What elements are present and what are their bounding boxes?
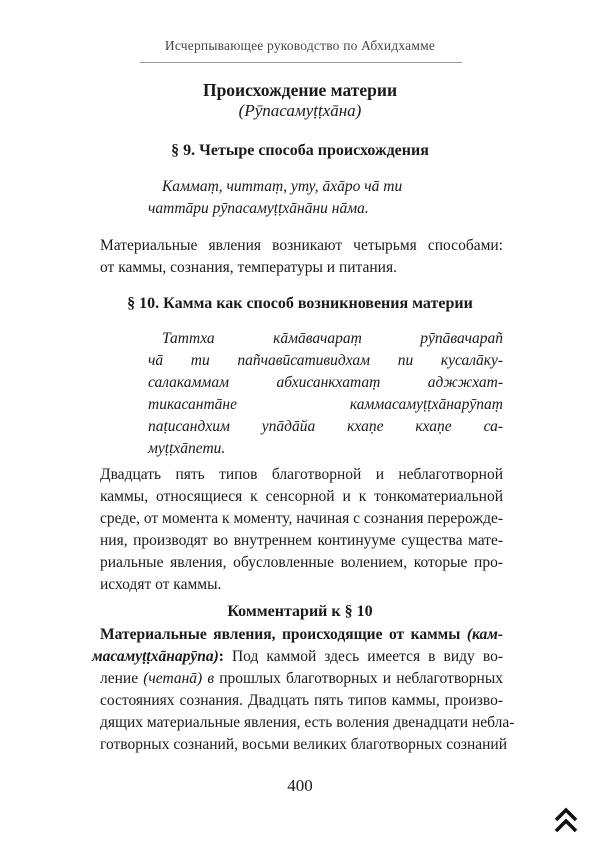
text-span: Материальные явления возникают четырьмя способами:	[100, 237, 503, 254]
pali-line: тикасантāне каммасамуṭṭхāнарӯпаṃ	[148, 396, 503, 413]
s10-pali	[148, 328, 503, 460]
text-line: каммы, относящиеся к сенсорной и к тонкоматериальной	[100, 488, 503, 505]
pali-line: салакаммам абхисанкхатаṃ аджжхат-	[148, 374, 503, 391]
text-line: Двадцать пять типов благотворной и неблаготворной	[100, 466, 503, 483]
text-line: готворных сознаний, восьми великих благотворных сознаний	[100, 736, 508, 753]
s9-paragraph	[100, 235, 503, 279]
text-line: ния, производят во внутреннем континууме существа мате-	[100, 532, 503, 549]
pali-line: муṭṭхāпети.	[148, 440, 226, 457]
s10-heading: § 10. Камма как способ возникновения материи	[127, 295, 473, 312]
colon: :	[218, 648, 224, 665]
text-line: риальные явления, обусловленные волением, которые про-	[100, 554, 503, 571]
text-line	[100, 624, 503, 646]
text-line	[100, 668, 503, 690]
double-chevron-up-icon[interactable]	[553, 806, 579, 834]
pali-term: (четанā) в	[143, 670, 215, 687]
pali-line: Таттха кāмāвачараṃ рӯпāвачараñ	[162, 330, 503, 347]
page-number: 400	[287, 776, 313, 795]
text-line: состояниях сознания. Двадцать пять типов каммы, произво-	[100, 692, 503, 709]
text-span: ление	[100, 670, 144, 687]
text-line: среде, от момента к моменту, начиная с сознания перерожде-	[100, 510, 503, 527]
comment-heading: Комментарий к § 10	[227, 603, 373, 620]
section-title: Происхождение материи	[202, 80, 398, 100]
pali-line: Каммаṃ, читтаṃ, уту, āхāро чā ти	[162, 178, 403, 195]
s9-pali	[148, 176, 402, 220]
lead-term-pali: масамуṭṭхāнарӯпа)	[92, 648, 219, 665]
text-line	[100, 235, 503, 257]
header-rule	[140, 62, 462, 63]
pali-line: чаттāри рӯпасамуṭṭхāнāни нāма.	[148, 200, 369, 217]
text-line: исходят от каммы.	[100, 576, 222, 593]
lead-term: Материальные явления, происходящие от каммы	[100, 626, 467, 643]
lead-term-pali: (кам-	[466, 626, 503, 643]
running-header: Исчерпывающее руководство по Абхидхамме	[164, 38, 436, 53]
text-line: дящих материальные явления, есть воления двенадцати небла-	[100, 714, 515, 731]
text-line: от каммы, сознания, температуры и питания.	[100, 259, 397, 276]
pali-line: чā ти пañчавӣсативидхам пи кусалāку-	[148, 352, 503, 369]
text-span: прошлых благотворных и неблаготворных	[214, 670, 503, 687]
comment-paragraph	[92, 624, 515, 756]
text-line	[92, 646, 503, 668]
pali-line: паṭисандхим упāдāйа кхаṇе кхаṇе са-	[148, 418, 503, 435]
text-span: Под каммой здесь имеется в виду во-	[223, 648, 503, 665]
s9-heading: § 9. Четыре способа происхождения	[171, 142, 429, 159]
section-subtitle: (Рӯпасамуṭṭхāна)	[238, 101, 362, 120]
s10-paragraph	[100, 464, 503, 596]
